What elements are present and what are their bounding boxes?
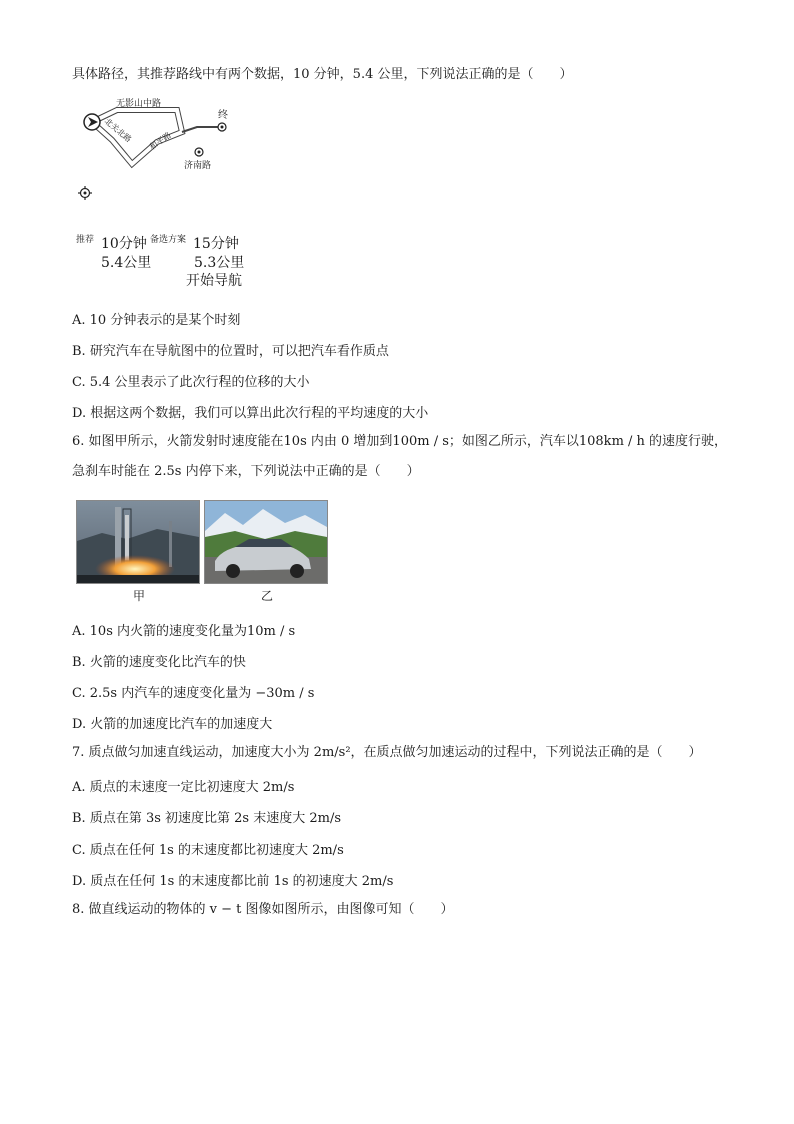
route-map: [72, 92, 252, 182]
caption-yi: 乙: [261, 589, 274, 603]
caption-jia: 甲: [133, 589, 146, 603]
rec-dist[interactable]: 5.4公里: [101, 255, 152, 271]
q7-option-b[interactable]: B. 质点在第 3s 初速度比第 2s 末速度大 2m/s: [72, 811, 342, 826]
rocket-launch-photo: [76, 500, 200, 584]
q5-option-a[interactable]: A. 10 分钟表示的是某个时刻: [72, 313, 241, 328]
q7-option-d[interactable]: D. 质点在任何 1s 的末速度都比前 1s 的初速度大 2m/s: [72, 874, 394, 889]
q5-intro: 具体路径，其推荐路线中有两个数据，10 分钟，5.4 公里，下列说法正确的是（ ）: [72, 67, 573, 82]
q6-option-b[interactable]: B. 火箭的速度变化比汽车的快: [72, 655, 246, 670]
q5-option-d[interactable]: D. 根据这两个数据，我们可以算出此次行程的平均速度的大小: [72, 406, 429, 421]
poi-label: 济南路: [184, 161, 212, 171]
q6-stem-line1: 6. 如图甲所示，火箭发射时速度能在10s 内由 0 增加到100m / s；如图乙所示，汽车以108km / h 的速度行驶，: [72, 434, 728, 449]
q6-option-a[interactable]: A. 10s 内火箭的速度变化量为10m / s: [72, 624, 296, 639]
q5-option-b[interactable]: B. 研究汽车在导航图中的位置时，可以把汽车看作质点: [72, 344, 389, 359]
q7-option-c[interactable]: C. 质点在任何 1s 的末速度都比初速度大 2m/s: [72, 843, 344, 858]
end-label: 终: [218, 110, 228, 121]
q6-option-c[interactable]: C. 2.5s 内汽车的速度变化量为 −30m / s: [72, 686, 315, 701]
poi-marker-icon: [195, 148, 203, 156]
start-nav-button[interactable]: 开始导航: [186, 273, 242, 289]
end-marker-icon: [218, 123, 226, 131]
car-photo: [204, 500, 328, 584]
alt-tag: 备选方案: [150, 235, 187, 245]
alt-dist[interactable]: 5.3公里: [194, 255, 245, 271]
alt-time[interactable]: 15分钟: [193, 236, 239, 252]
q6-stem-line2: 急刹车时能在 2.5s 内停下来，下列说法中正确的是（ ）: [72, 464, 420, 479]
locate-icon[interactable]: [78, 186, 92, 200]
q7-stem: 7. 质点做匀加速直线运动，加速度大小为 2m/s²，在质点做匀加速运动的过程中，下列说法正确的是（ ）: [72, 745, 702, 760]
rec-tag: 推荐: [76, 235, 95, 245]
start-arrow-icon: [84, 114, 100, 130]
road-label-1: 无影山中路: [116, 99, 162, 109]
q5-option-c[interactable]: C. 5.4 公里表示了此次行程的位移的大小: [72, 375, 310, 390]
road-label-2: 北关北路: [102, 116, 134, 145]
q8-stem: 8. 做直线运动的物体的 v − t 图像如图所示，由图像可知（ ）: [72, 902, 454, 917]
q7-option-a[interactable]: A. 质点的末速度一定比初速度大 2m/s: [72, 780, 295, 795]
rec-time[interactable]: 10分钟: [101, 236, 147, 252]
road-label-3: 和平路: [147, 130, 173, 152]
q6-option-d[interactable]: D. 火箭的加速度比汽车的加速度大: [72, 717, 273, 732]
